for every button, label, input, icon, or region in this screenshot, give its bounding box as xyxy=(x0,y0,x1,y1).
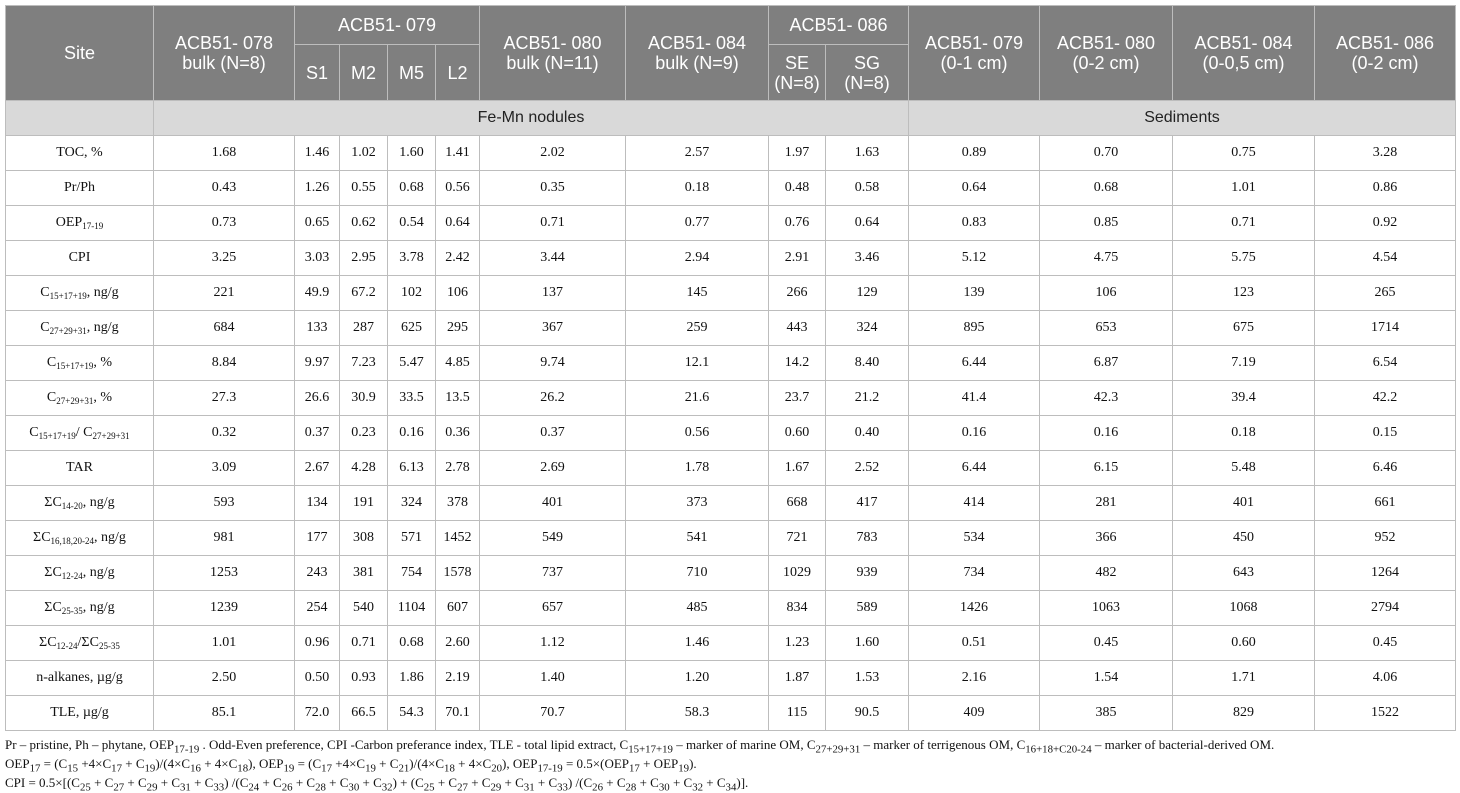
table-cell: 3.46 xyxy=(826,241,909,276)
table-cell: 0.55 xyxy=(340,171,388,206)
table-cell: 2.52 xyxy=(826,451,909,486)
table-cell: 684 xyxy=(154,311,295,346)
table-cell: 1.23 xyxy=(769,626,826,661)
row-label: TLE, µg/g xyxy=(6,696,154,731)
table-cell: 42.3 xyxy=(1040,381,1173,416)
table-cell: 1714 xyxy=(1315,311,1456,346)
header-acb51-080-nodules: ACB51- 080 bulk (N=11) xyxy=(480,6,626,101)
table-cell: 0.73 xyxy=(154,206,295,241)
table-cell: 0.35 xyxy=(480,171,626,206)
table-cell: 1.41 xyxy=(436,136,480,171)
table-row xyxy=(6,521,1456,556)
subheader-se: SE (N=8) xyxy=(769,45,826,101)
table-cell: 221 xyxy=(154,276,295,311)
footnote-line: CPI = $0.5\times[(C_{25} + C_{27} + C_{29} + C_{31} + C_{33}) /(C_{24} + C_{26} + C_{28} + C_{30} + C_{32}) + (C_{25} + C_{27} + C_{29} + C_{31} + C_{33}) /(C_{26} + C_{28} + C_{30} + C_{32} + C_{34})]$. xyxy=(5,775,749,792)
table-cell: 0.45 xyxy=(1315,626,1456,661)
table-cell: 259 xyxy=(626,311,769,346)
table-cell: 0.68 xyxy=(388,626,436,661)
table-cell: 1.46 xyxy=(295,136,340,171)
table-cell: 0.51 xyxy=(909,626,1040,661)
table-cell: 115 xyxy=(769,696,826,731)
table-cell: 1452 xyxy=(436,521,480,556)
table-cell: 409 xyxy=(909,696,1040,731)
row-label: $C_{15+17+19}$, ng/g xyxy=(6,276,154,311)
table-cell: 0.71 xyxy=(1173,206,1315,241)
table-row xyxy=(6,626,1456,661)
table-row xyxy=(6,451,1456,486)
table-cell: 4.85 xyxy=(436,346,480,381)
header-acb51-086-nodules: ACB51- 086 xyxy=(769,6,909,45)
header-acb51-086-sediment: ACB51- 086 (0-2 cm) xyxy=(1315,6,1456,101)
table-cell: 12.1 xyxy=(626,346,769,381)
table-cell: 0.64 xyxy=(909,171,1040,206)
table-cell: 2.78 xyxy=(436,451,480,486)
header-site: Site xyxy=(6,6,154,101)
table-cell: 1.01 xyxy=(1173,171,1315,206)
table-cell: 2.57 xyxy=(626,136,769,171)
table-cell: 70.1 xyxy=(436,696,480,731)
table-cell: 295 xyxy=(436,311,480,346)
table-cell: 1.40 xyxy=(480,661,626,696)
subheader-m5: M5 xyxy=(388,45,436,101)
table-cell: 571 xyxy=(388,521,436,556)
table-cell: 0.43 xyxy=(154,171,295,206)
table-cell: 0.96 xyxy=(295,626,340,661)
table-cell: 0.68 xyxy=(388,171,436,206)
row-label: $C_{27+29+31}$, % xyxy=(6,381,154,416)
table-cell: 72.0 xyxy=(295,696,340,731)
table-row xyxy=(6,381,1456,416)
table-cell: 0.64 xyxy=(436,206,480,241)
table-cell: 661 xyxy=(1315,486,1456,521)
table-cell: 66.5 xyxy=(340,696,388,731)
table-cell: 482 xyxy=(1040,556,1173,591)
table-cell: 27.3 xyxy=(154,381,295,416)
table-cell: 829 xyxy=(1173,696,1315,731)
table-cell: 3.25 xyxy=(154,241,295,276)
table-cell: 450 xyxy=(1173,521,1315,556)
table-cell: 266 xyxy=(769,276,826,311)
table-cell: 895 xyxy=(909,311,1040,346)
table-cell: 6.44 xyxy=(909,346,1040,381)
table-cell: 26.6 xyxy=(295,381,340,416)
table-cell: 106 xyxy=(436,276,480,311)
table-cell: 593 xyxy=(154,486,295,521)
row-label: $\Sigma C_{14-20}$, ng/g xyxy=(6,486,154,521)
table-cell: 1.71 xyxy=(1173,661,1315,696)
table-cell: 3.44 xyxy=(480,241,626,276)
table-cell: 0.60 xyxy=(1173,626,1315,661)
table-cell: 0.93 xyxy=(340,661,388,696)
table-cell: 21.6 xyxy=(626,381,769,416)
table-cell: 1.68 xyxy=(154,136,295,171)
table-cell: 1.67 xyxy=(769,451,826,486)
table-cell: 41.4 xyxy=(909,381,1040,416)
table-cell: 243 xyxy=(295,556,340,591)
subheader-l2: L2 xyxy=(436,45,480,101)
table-cell: 1.46 xyxy=(626,626,769,661)
table-cell: 0.37 xyxy=(480,416,626,451)
row-label: $C_{15+17+19}$, % xyxy=(6,346,154,381)
table-cell: 734 xyxy=(909,556,1040,591)
table-cell: 30.9 xyxy=(340,381,388,416)
table-cell: 0.56 xyxy=(436,171,480,206)
table-cell: 607 xyxy=(436,591,480,626)
table-cell: 6.15 xyxy=(1040,451,1173,486)
table-cell: 1029 xyxy=(769,556,826,591)
table-cell: 2794 xyxy=(1315,591,1456,626)
table-cell: 1.86 xyxy=(388,661,436,696)
table-cell: 6.46 xyxy=(1315,451,1456,486)
table-cell: 265 xyxy=(1315,276,1456,311)
table-row xyxy=(6,696,1456,731)
table-cell: 0.37 xyxy=(295,416,340,451)
table-row xyxy=(6,171,1456,206)
table-cell: 1522 xyxy=(1315,696,1456,731)
table-cell: 287 xyxy=(340,311,388,346)
table-cell: 952 xyxy=(1315,521,1456,556)
table-cell: 54.3 xyxy=(388,696,436,731)
table-cell: 367 xyxy=(480,311,626,346)
table-cell: 9.74 xyxy=(480,346,626,381)
table-cell: 0.70 xyxy=(1040,136,1173,171)
row-label: CPI xyxy=(6,241,154,276)
table-cell: 1.12 xyxy=(480,626,626,661)
table-cell: 485 xyxy=(626,591,769,626)
table-cell: 2.91 xyxy=(769,241,826,276)
table-cell: 0.76 xyxy=(769,206,826,241)
table-cell: 0.58 xyxy=(826,171,909,206)
group-sediments: Sediments xyxy=(909,101,1456,136)
table-cell: 657 xyxy=(480,591,626,626)
table-cell: 541 xyxy=(626,521,769,556)
row-label: $\Sigma C_{12-24}/\Sigma C_{25-35}$ xyxy=(6,626,154,661)
table-cell: 0.86 xyxy=(1315,171,1456,206)
table-cell: 14.2 xyxy=(769,346,826,381)
table-cell: 401 xyxy=(480,486,626,521)
table-cell: 1.60 xyxy=(388,136,436,171)
table-cell: 939 xyxy=(826,556,909,591)
table-cell: 0.45 xyxy=(1040,626,1173,661)
table-cell: 589 xyxy=(826,591,909,626)
table-cell: 783 xyxy=(826,521,909,556)
table-cell: 4.75 xyxy=(1040,241,1173,276)
table-cell: 191 xyxy=(340,486,388,521)
table-cell: 7.23 xyxy=(340,346,388,381)
table-cell: 0.89 xyxy=(909,136,1040,171)
data-table xyxy=(5,5,1456,731)
table-cell: 754 xyxy=(388,556,436,591)
table-cell: 1.20 xyxy=(626,661,769,696)
table-cell: 0.92 xyxy=(1315,206,1456,241)
table-cell: 6.13 xyxy=(388,451,436,486)
table-cell: 0.56 xyxy=(626,416,769,451)
table-cell: 2.02 xyxy=(480,136,626,171)
table-cell: 414 xyxy=(909,486,1040,521)
table-cell: 0.32 xyxy=(154,416,295,451)
table-cell: 6.87 xyxy=(1040,346,1173,381)
table-cell: 625 xyxy=(388,311,436,346)
table-cell: 0.15 xyxy=(1315,416,1456,451)
table-cell: 2.16 xyxy=(909,661,1040,696)
table-row xyxy=(6,346,1456,381)
table-cell: 324 xyxy=(388,486,436,521)
group-row xyxy=(6,101,1456,136)
table-cell: 668 xyxy=(769,486,826,521)
table-cell: 8.84 xyxy=(154,346,295,381)
row-label: Pr/Ph xyxy=(6,171,154,206)
table-cell: 85.1 xyxy=(154,696,295,731)
table-cell: 281 xyxy=(1040,486,1173,521)
table-cell: 0.65 xyxy=(295,206,340,241)
table-cell: 0.36 xyxy=(436,416,480,451)
table-cell: 324 xyxy=(826,311,909,346)
subheader-s1: S1 xyxy=(295,45,340,101)
header-acb51-079-nodules: ACB51- 079 xyxy=(295,6,480,45)
table-cell: 1426 xyxy=(909,591,1040,626)
table-cell: 0.62 xyxy=(340,206,388,241)
table-cell: 0.71 xyxy=(340,626,388,661)
table-cell: 5.47 xyxy=(388,346,436,381)
subheader-m2: M2 xyxy=(340,45,388,101)
table-cell: 2.69 xyxy=(480,451,626,486)
table-row xyxy=(6,241,1456,276)
table-cell: 3.28 xyxy=(1315,136,1456,171)
table-cell: 58.3 xyxy=(626,696,769,731)
row-label: $C_{15+17+19}/$ $C_{27+29+31}$ xyxy=(6,416,154,451)
table-cell: 6.44 xyxy=(909,451,1040,486)
table-cell: 1.97 xyxy=(769,136,826,171)
table-cell: 4.28 xyxy=(340,451,388,486)
table-cell: 1.63 xyxy=(826,136,909,171)
subheader-sg: SG (N=8) xyxy=(826,45,909,101)
table-cell: 139 xyxy=(909,276,1040,311)
table-cell: 0.60 xyxy=(769,416,826,451)
table-cell: 8.40 xyxy=(826,346,909,381)
table-row xyxy=(6,416,1456,451)
table-cell: 540 xyxy=(340,591,388,626)
table-cell: 534 xyxy=(909,521,1040,556)
table-cell: 1264 xyxy=(1315,556,1456,591)
table-cell: 254 xyxy=(295,591,340,626)
table-cell: 4.54 xyxy=(1315,241,1456,276)
table-cell: 1253 xyxy=(154,556,295,591)
table-cell: 26.2 xyxy=(480,381,626,416)
table-cell: 1063 xyxy=(1040,591,1173,626)
table-cell: 1.53 xyxy=(826,661,909,696)
table-cell: 137 xyxy=(480,276,626,311)
header-acb51-078: ACB51- 078 bulk (N=8) xyxy=(154,6,295,101)
table-row xyxy=(6,311,1456,346)
table-cell: 123 xyxy=(1173,276,1315,311)
row-label: $\Sigma C_{12-24}$, ng/g xyxy=(6,556,154,591)
table-row xyxy=(6,556,1456,591)
table-cell: 6.54 xyxy=(1315,346,1456,381)
table-cell: 0.54 xyxy=(388,206,436,241)
table-cell: 102 xyxy=(388,276,436,311)
table-cell: 1239 xyxy=(154,591,295,626)
table-cell: 1578 xyxy=(436,556,480,591)
table-cell: 5.75 xyxy=(1173,241,1315,276)
table-cell: 90.5 xyxy=(826,696,909,731)
table-cell: 5.48 xyxy=(1173,451,1315,486)
table-cell: 145 xyxy=(626,276,769,311)
table-cell: 981 xyxy=(154,521,295,556)
table-cell: 2.95 xyxy=(340,241,388,276)
table-cell: 1068 xyxy=(1173,591,1315,626)
table-figure xyxy=(5,5,1455,792)
table-cell: 4.06 xyxy=(1315,661,1456,696)
row-label: TOC, % xyxy=(6,136,154,171)
table-cell: 1.26 xyxy=(295,171,340,206)
row-label: $OEP_{17-19}$ xyxy=(6,206,154,241)
table-cell: 401 xyxy=(1173,486,1315,521)
table-cell: 0.68 xyxy=(1040,171,1173,206)
table-cell: 33.5 xyxy=(388,381,436,416)
table-row xyxy=(6,591,1456,626)
table-row xyxy=(6,276,1456,311)
table-cell: 710 xyxy=(626,556,769,591)
table-cell: 3.03 xyxy=(295,241,340,276)
table-cell: 308 xyxy=(340,521,388,556)
table-cell: 1.87 xyxy=(769,661,826,696)
footnote-line: $OEP_{17} = (C_{15} +4\times C_{17} + C_{19})/(4\times C_{16} + 4\times C_{18})$, $OEP_{19} = (C_{17} +4\times C_{19} + C_{21})/(4\times C_{18} + 4\times C_{20})$, $OEP_{17-19} = 0.5\times(OEP_{17} + OEP_{19})$. xyxy=(5,756,697,775)
table-cell: 2.67 xyxy=(295,451,340,486)
table-cell: 9.97 xyxy=(295,346,340,381)
table-cell: 378 xyxy=(436,486,480,521)
table-cell: 7.19 xyxy=(1173,346,1315,381)
table-cell: 5.12 xyxy=(909,241,1040,276)
table-cell: 385 xyxy=(1040,696,1173,731)
table-row xyxy=(6,136,1456,171)
table-cell: 39.4 xyxy=(1173,381,1315,416)
table-cell: 381 xyxy=(340,556,388,591)
table-cell: 834 xyxy=(769,591,826,626)
table-cell: 0.23 xyxy=(340,416,388,451)
table-cell: 106 xyxy=(1040,276,1173,311)
table-cell: 1.60 xyxy=(826,626,909,661)
table-cell: 2.19 xyxy=(436,661,480,696)
table-cell: 0.75 xyxy=(1173,136,1315,171)
table-cell: 2.50 xyxy=(154,661,295,696)
table-cell: 549 xyxy=(480,521,626,556)
table-cell: 134 xyxy=(295,486,340,521)
table-cell: 1.78 xyxy=(626,451,769,486)
table-cell: 417 xyxy=(826,486,909,521)
table-cell: 67.2 xyxy=(340,276,388,311)
group-blank-cell xyxy=(6,101,154,136)
table-cell: 1.54 xyxy=(1040,661,1173,696)
table-cell: 2.94 xyxy=(626,241,769,276)
table-cell: 0.16 xyxy=(909,416,1040,451)
table-cell: 2.42 xyxy=(436,241,480,276)
table-cell: 643 xyxy=(1173,556,1315,591)
table-cell: 0.18 xyxy=(626,171,769,206)
row-label: $C_{27+29+31}$, ng/g xyxy=(6,311,154,346)
table-row xyxy=(6,486,1456,521)
table-cell: 23.7 xyxy=(769,381,826,416)
table-cell: 49.9 xyxy=(295,276,340,311)
table-cell: 0.83 xyxy=(909,206,1040,241)
table-cell: 1104 xyxy=(388,591,436,626)
table-footnotes xyxy=(5,735,1455,792)
table-cell: 653 xyxy=(1040,311,1173,346)
table-cell: 373 xyxy=(626,486,769,521)
table-cell: 3.78 xyxy=(388,241,436,276)
table-cell: 129 xyxy=(826,276,909,311)
table-cell: 1.02 xyxy=(340,136,388,171)
row-label: n-alkanes, µg/g xyxy=(6,661,154,696)
table-cell: 0.50 xyxy=(295,661,340,696)
table-cell: 0.85 xyxy=(1040,206,1173,241)
table-cell: 177 xyxy=(295,521,340,556)
table-cell: 2.60 xyxy=(436,626,480,661)
group-nodules: Fe-Mn nodules xyxy=(154,101,909,136)
header-acb51-079-sediment: ACB51- 079 (0-1 cm) xyxy=(909,6,1040,101)
header-acb51-084-sediment: ACB51- 084 (0-0,5 cm) xyxy=(1173,6,1315,101)
table-cell: 1.01 xyxy=(154,626,295,661)
table-cell: 0.64 xyxy=(826,206,909,241)
table-cell: 13.5 xyxy=(436,381,480,416)
table-cell: 21.2 xyxy=(826,381,909,416)
table-cell: 0.71 xyxy=(480,206,626,241)
row-label: TAR xyxy=(6,451,154,486)
table-cell: 42.2 xyxy=(1315,381,1456,416)
table-cell: 675 xyxy=(1173,311,1315,346)
table-cell: 0.16 xyxy=(1040,416,1173,451)
table-cell: 70.7 xyxy=(480,696,626,731)
header-acb51-084-nodules: ACB51- 084 bulk (N=9) xyxy=(626,6,769,101)
table-cell: 721 xyxy=(769,521,826,556)
table-cell: 443 xyxy=(769,311,826,346)
table-cell: 0.77 xyxy=(626,206,769,241)
table-cell: 0.18 xyxy=(1173,416,1315,451)
table-cell: 366 xyxy=(1040,521,1173,556)
table-cell: 0.16 xyxy=(388,416,436,451)
row-label: $\Sigma C_{25-35}$, ng/g xyxy=(6,591,154,626)
header-acb51-080-sediment: ACB51- 080 (0-2 cm) xyxy=(1040,6,1173,101)
footnote-line: Pr – pristine, Ph – phytane, $OEP_{17-19}$ . Odd-Even preference, CPI -Carbon preferance index, TLE - total lipid extract, $C_{15+17+19}$ – marker of marine OM, $C_{27+29+31}$ – marker of terrigenous OM, $C_{16+18+C20-24}$ – marker of bacterial-derived OM. xyxy=(5,737,1275,756)
table-cell: 133 xyxy=(295,311,340,346)
row-label: $\Sigma C_{16,18,20-24}$, ng/g xyxy=(6,521,154,556)
table-cell: 3.09 xyxy=(154,451,295,486)
table-row xyxy=(6,661,1456,696)
table-cell: 0.48 xyxy=(769,171,826,206)
table-row xyxy=(6,206,1456,241)
table-cell: 0.40 xyxy=(826,416,909,451)
table-cell: 737 xyxy=(480,556,626,591)
